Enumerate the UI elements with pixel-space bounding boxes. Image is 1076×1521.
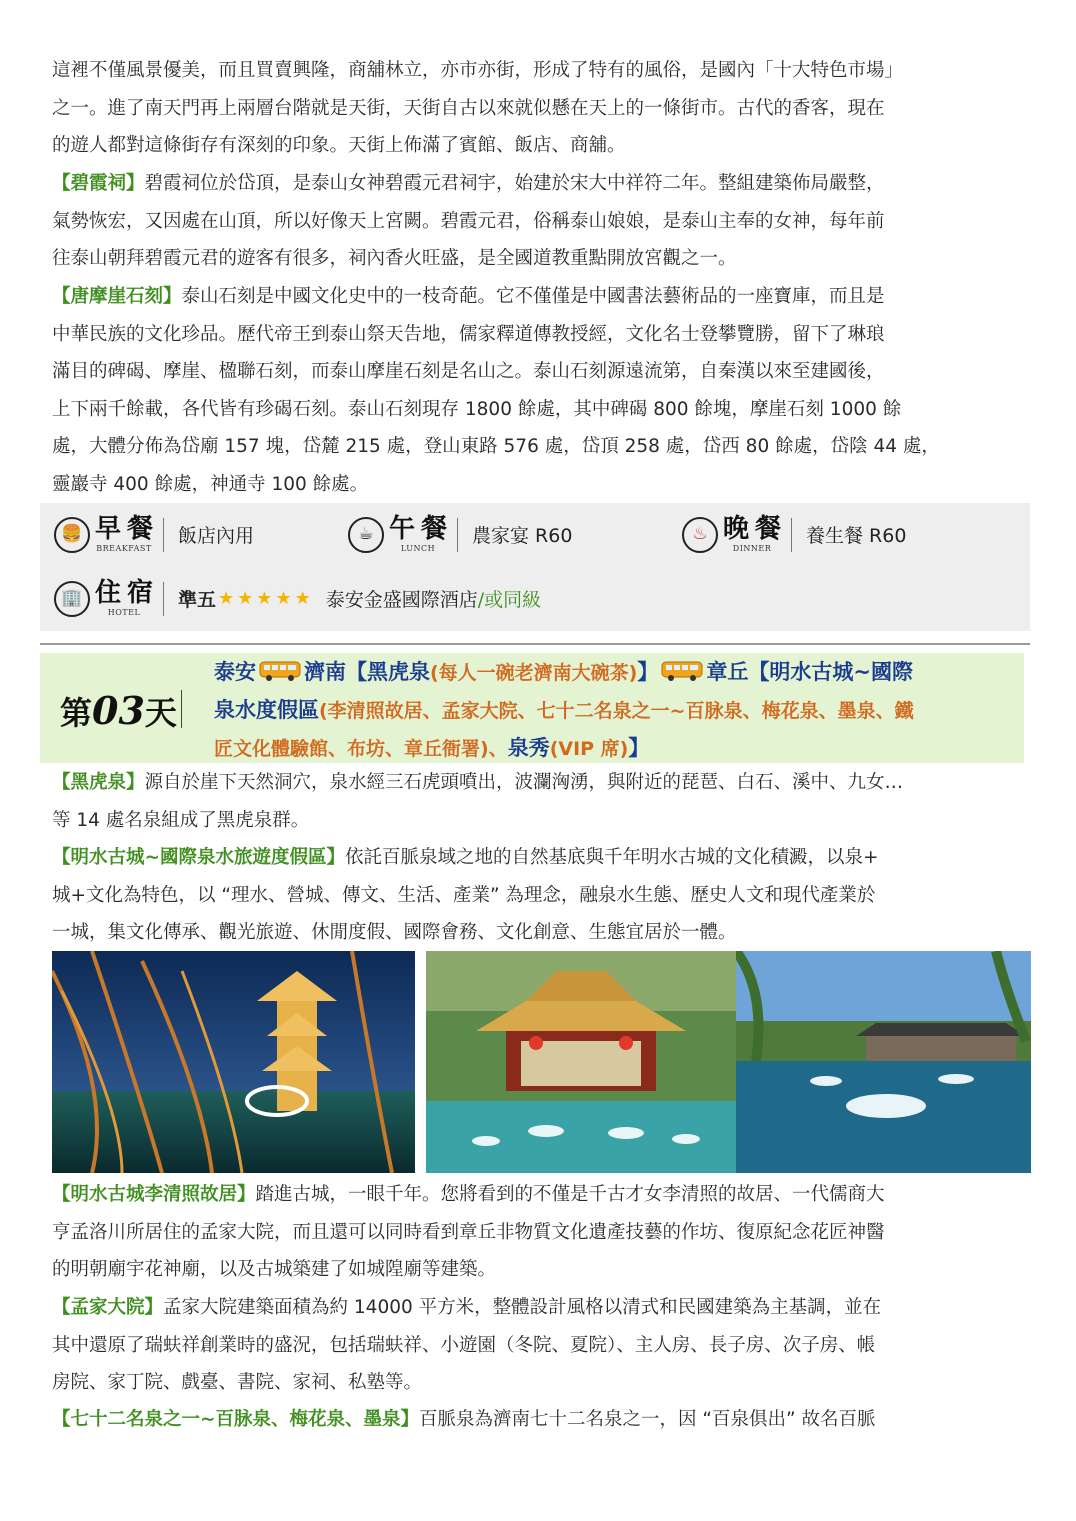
breakfast-info <box>54 515 254 554</box>
tangmo-line: 靈巖寺 400 餘處，神通寺 100 餘處。 <box>52 473 369 495</box>
hotel-grade: 準五 <box>178 589 217 611</box>
breakfast-label: 早餐 <box>95 514 160 544</box>
bixia-line: 氣勢恢宏，又因處在山頂，所以好像天上宮闕。碧霞元君，俗稱泰山娘娘，是泰山主奉的女神，每年前 <box>52 210 885 232</box>
heihu-paragraph <box>52 764 1032 839</box>
route-text: 泉秀 <box>507 736 550 760</box>
liqingzhao-paragraph <box>52 1176 1032 1289</box>
meal-info-panel <box>40 503 1030 631</box>
bixia-heading: 【碧霞祠】 <box>52 173 145 194</box>
hotel-en-label: HOTEL <box>107 608 141 617</box>
mingshui-heading: 【明水古城~國際泉水旅遊度假區】 <box>52 847 346 868</box>
mengjia-line: 孟家大院建築面積為約 14000 平方米，整體設計風格以清式和民國建築為主基調，並在 <box>163 1297 882 1318</box>
mengjia-line: 房院、家丁院、戲臺、書院、家祠、私塾等。 <box>52 1372 423 1393</box>
day-suffix: 天 <box>144 694 177 732</box>
route-text: 】 <box>637 660 659 684</box>
day-prefix: 第 <box>60 694 93 732</box>
breakfast-en-label: BREAKFAST <box>96 544 152 553</box>
tangmo-line: 中華民族的文化珍品。歷代帝王到泰山祭天告地，儒家釋道傳教授經，文化名士登攀覽勝，留下了琳琅 <box>52 323 885 345</box>
divider <box>457 518 458 552</box>
heihu-heading: 【黑虎泉】 <box>52 772 145 793</box>
tangmo-line: 滿目的碑碣、摩崖、楹聯石刻，而泰山摩崖石刻是名山之。泰山石刻源遠流第，自秦漢以來至建國後， <box>52 361 885 382</box>
breakfast-value: 飯店內用 <box>178 525 255 547</box>
mingshui-line: 城+文化為特色，以 “理水、營城、傳文、生活、產業” 為理念，融泉水生態、歷史人文和現代產業於 <box>52 884 876 906</box>
section-divider <box>40 643 1030 645</box>
route-text: 】 <box>628 736 650 760</box>
route-note: (李清照故居、孟家大院、七十二名泉之一~百脉泉、梅花泉、墨泉、鐵 <box>319 700 914 722</box>
qishier-line: 百脈泉為濟南七十二名泉之一，因 “百泉俱出” 故名百脈 <box>419 1409 876 1430</box>
intro-line: 這裡不僅風景優美，而且買賣興隆，商舖林立，亦市亦街，形成了特有的風俗，是國內「十大特色市場」 <box>52 60 904 81</box>
tangmo-line: 泰山石刻是中國文化史中的一枝奇葩。它不僅僅是中國書法藝術品的一座寶庫，而且是 <box>181 286 885 307</box>
hotel-suffix: /或同級 <box>477 589 542 611</box>
photo-pavilion-spring <box>426 951 736 1173</box>
day-number: 03 <box>92 688 145 733</box>
hotel-name: 泰安金盛國際酒店 <box>325 589 478 611</box>
mingshui-line: 依託百脈泉域之地的自然基底與千年明水古城的文化積澱，以泉+ <box>345 847 879 868</box>
divider <box>163 582 164 616</box>
star-rating: ★★★★★ <box>218 588 314 609</box>
divider <box>181 690 182 728</box>
qishier-heading: 【七十二名泉之一~百脉泉、梅花泉、墨泉】 <box>52 1409 420 1430</box>
route-text: 泉水度假區 <box>214 698 319 722</box>
photo-spring-pool <box>736 951 1031 1173</box>
burger-icon: 🍔 <box>54 517 90 553</box>
dinner-value: 養生餐 R60 <box>806 525 907 547</box>
route-text: 濟南【黑虎泉 <box>304 660 430 684</box>
intro-line: 之一。進了南天門再上兩層台階就是天街，天街自古以來就似懸在天上的一條街市。古代的香客，現在 <box>52 97 885 119</box>
lunch-value: 農家宴 R60 <box>472 525 573 547</box>
tangmo-line: 上下兩千餘載，各代皆有珍碣石刻。泰山石刻現存 1800 餘處，其中碑碣 800 餘塊，摩崖石刻 1000 餘 <box>52 398 902 420</box>
bixia-line: 往泰山朝拜碧霞元君的遊客有很多，祠內香火旺盛，是全國道教重點開放宮觀之一。 <box>52 248 737 269</box>
lunch-info <box>348 515 572 554</box>
route-text: 章丘【明水古城~國際 <box>706 660 913 684</box>
lunch-en-label: LUNCH <box>400 544 436 553</box>
hotel-info <box>54 579 541 618</box>
mengjia-line: 其中還原了瑞蚨祥創業時的盛況，包括瑞蚨祥、小遊園（冬院、夏院）、主人房、長子房、次子房、帳 <box>52 1334 876 1356</box>
liqingzhao-line: 踏進古城，一眼千年。您將看到的不僅是千古才女李清照的故居、一代儒商大 <box>255 1184 885 1205</box>
route-note: (每人一碗老濟南大碗茶) <box>430 662 638 684</box>
heihu-line: 等 14 處名泉組成了黑虎泉群。 <box>52 809 310 831</box>
divider <box>791 518 792 552</box>
liqingzhao-heading: 【明水古城李清照故居】 <box>52 1184 256 1205</box>
route-text: 泰安 <box>214 660 256 684</box>
route-note: (VIP 席) <box>549 738 629 760</box>
liqingzhao-line: 的明朝廟宇花神廟，以及古城築建了如城隍廟等建築。 <box>52 1259 497 1280</box>
bus-icon <box>259 660 301 682</box>
bixia-paragraph <box>52 165 1032 278</box>
building-icon: 🏢 <box>54 581 90 617</box>
heihu-line: 源自於崖下天然洞穴，泉水經三石虎頭噴出，波瀾洶湧，與附近的琵琶、白石、溪中、九女… <box>144 772 904 793</box>
day-number-label <box>60 688 177 734</box>
mengjia-heading: 【孟家大院】 <box>52 1297 164 1318</box>
day3-route <box>214 654 1022 768</box>
mengjia-paragraph <box>52 1289 1032 1402</box>
bixia-line: 碧霞祠位於岱頂，是泰山女神碧霞元君祠宇，始建於宋大中祥符二年。整組建築佈局嚴整， <box>144 173 885 194</box>
intro-line: 的遊人都對這條街存有深刻的印象。天街上佈滿了賓館、飯店、商舖。 <box>52 135 626 156</box>
intro-paragraph <box>52 52 1032 165</box>
hotel-label: 住宿 <box>95 578 160 608</box>
coffee-cup-icon: ☕ <box>348 517 384 553</box>
tangmo-heading: 【唐摩崖石刻】 <box>52 286 182 307</box>
mingshui-line: 一城，集文化傳承、觀光旅遊、休閒度假、國際會務、文化創意、生態宜居於一體。 <box>52 922 737 943</box>
bus-icon <box>661 660 703 682</box>
divider <box>163 518 164 552</box>
liqingzhao-line: 亨孟洛川所居住的孟家大院，而且還可以同時看到章丘非物質文化遺產技藝的作坊、復原紀念花匠神醫 <box>52 1221 885 1243</box>
lunch-label: 午餐 <box>389 514 454 544</box>
dinner-info <box>682 515 906 554</box>
photo-pagoda-night <box>52 951 415 1173</box>
soup-bowl-icon: ♨ <box>682 517 718 553</box>
route-note: 匠文化體驗館、布坊、章丘衙署)、 <box>214 738 508 760</box>
tangmo-line: 處，大體分佈為岱廟 157 塊，岱麓 215 處，登山東路 576 處，岱頂 258 處，岱西 80 餘處，岱陰 44 處， <box>52 436 940 457</box>
qishier-paragraph <box>52 1401 1032 1439</box>
mingshui-paragraph <box>52 839 1032 952</box>
dinner-en-label: DINNER <box>732 544 772 553</box>
tangmo-paragraph <box>52 278 1032 503</box>
dinner-label: 晚餐 <box>723 514 788 544</box>
